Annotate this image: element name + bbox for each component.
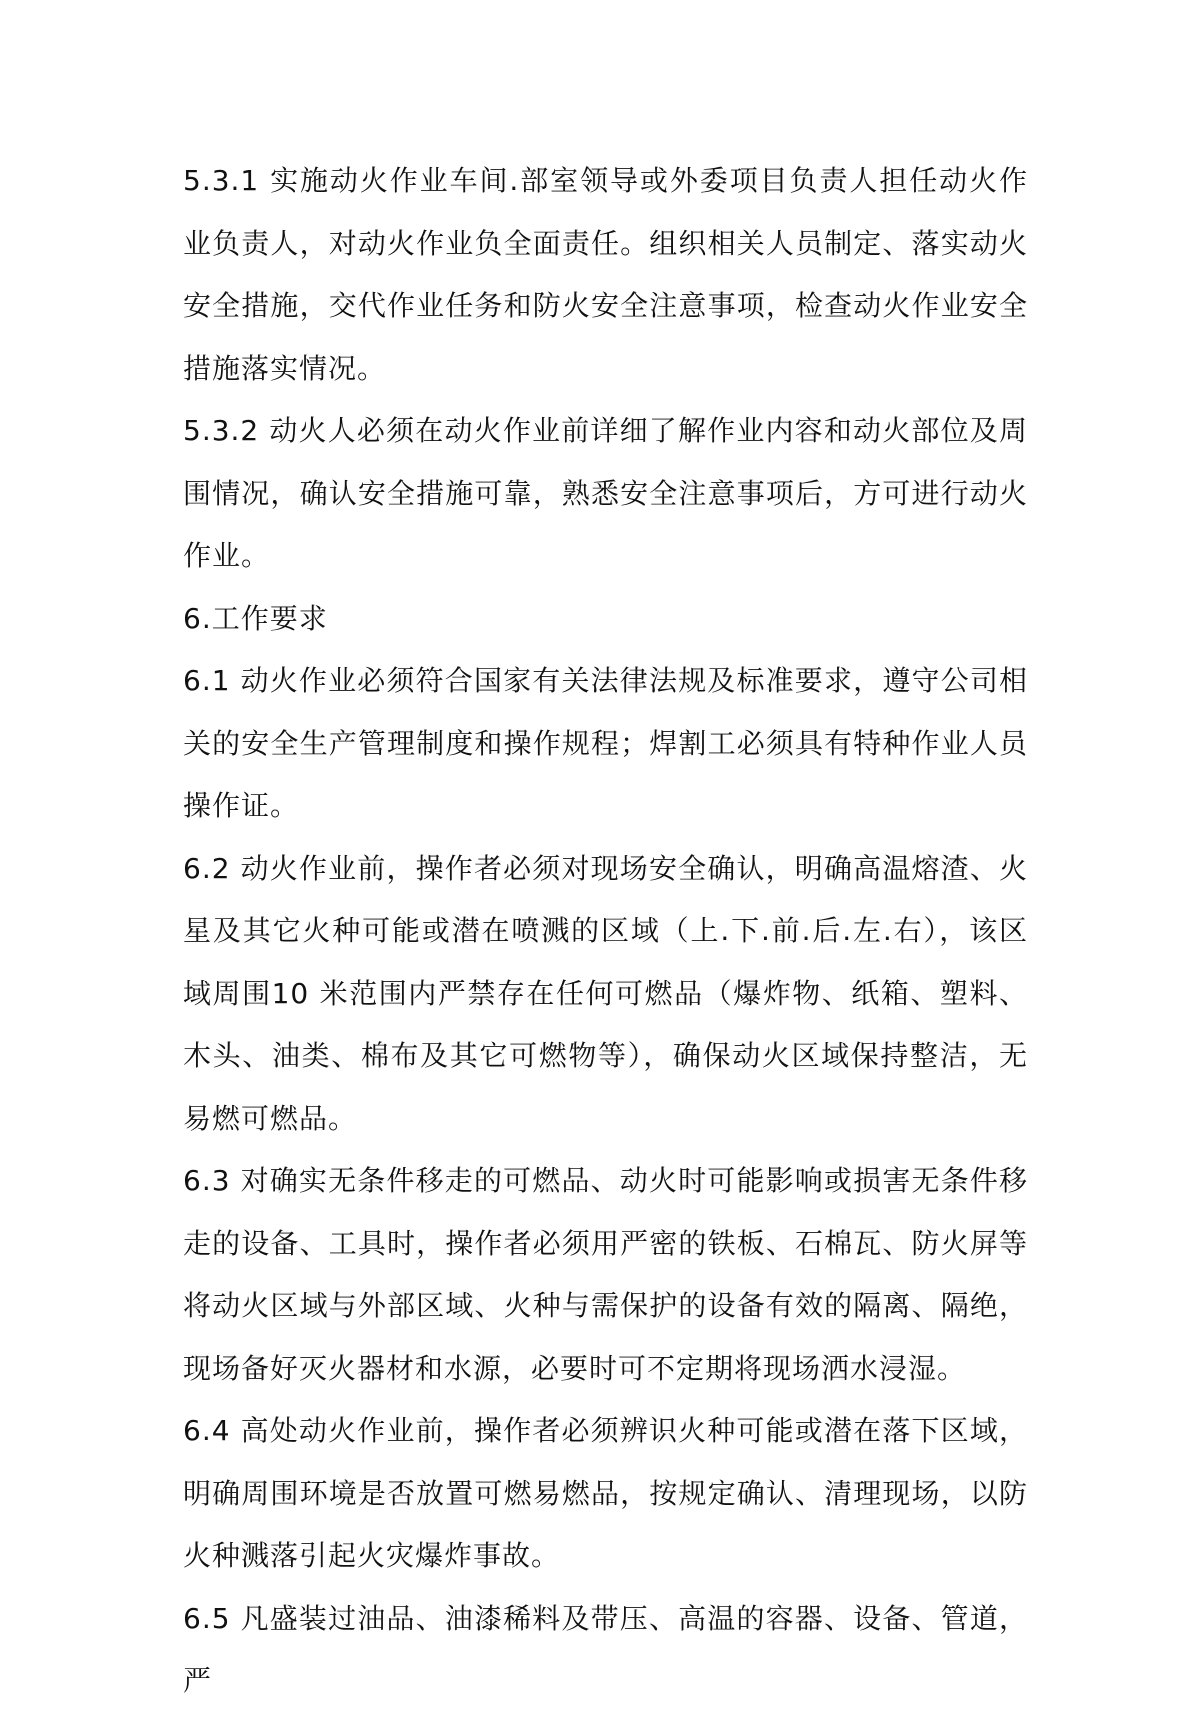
paragraph-6-3: 6.3 对确实无条件移走的可燃品、动火时可能影响或损害无条件移走的设备、工具时，操作者必须用严密的铁板、石棉瓦、防火屏等将动火区域与外部区域、火种与需保护的设备有效的隔离、隔绝，现场备好灭火器材和水源，必要时可不定期将现场洒水浸湿。 (183, 1164, 1028, 1385)
paragraph-6-5: 6.5 凡盛装过油品、油漆稀料及带压、高温的容器、设备、管道，严 (183, 1601, 1028, 1697)
paragraph-6-1: 6.1 动火作业必须符合国家有关法律法规及标准要求，遵守公司相关的安全生产管理制度和操作规程；焊割工必须具有特种作业人员操作证。 (183, 664, 1028, 822)
section-heading-6: 6.工作要求 (183, 601, 328, 635)
paragraph-6-2: 6.2 动火作业前，操作者必须对现场安全确认，明确高温熔渣、火星及其它火种可能或潜在喷溅的区域（上.下.前.后.左.右），该区域周围10 米范围内严禁存在任何可燃品（爆炸物、纸箱、塑料、木头、油类、棉布及其它可燃物等），确保动火区域保持整洁，无易燃可燃品。 (183, 851, 1028, 1135)
document-body (183, 150, 1028, 1713)
paragraph-5-3-1: 5.3.1 实施动火作业车间.部室领导或外委项目负责人担任动火作业负责人，对动火作业负全面责任。组织相关人员制定、落实动火安全措施，交代作业任务和防火安全注意事项，检查动火作业安全措施落实情况。 (183, 164, 1028, 385)
paragraph-6-4: 6.4 高处动火作业前，操作者必须辨识火种可能或潜在落下区域，明确周围环境是否放置可燃易燃品，按规定确认、清理现场，以防火种溅落引起火灾爆炸事故。 (183, 1414, 1028, 1572)
paragraph-5-3-2: 5.3.2 动火人必须在动火作业前详细了解作业内容和动火部位及周围情况，确认安全措施可靠，熟悉安全注意事项后，方可进行动火作业。 (183, 414, 1028, 572)
